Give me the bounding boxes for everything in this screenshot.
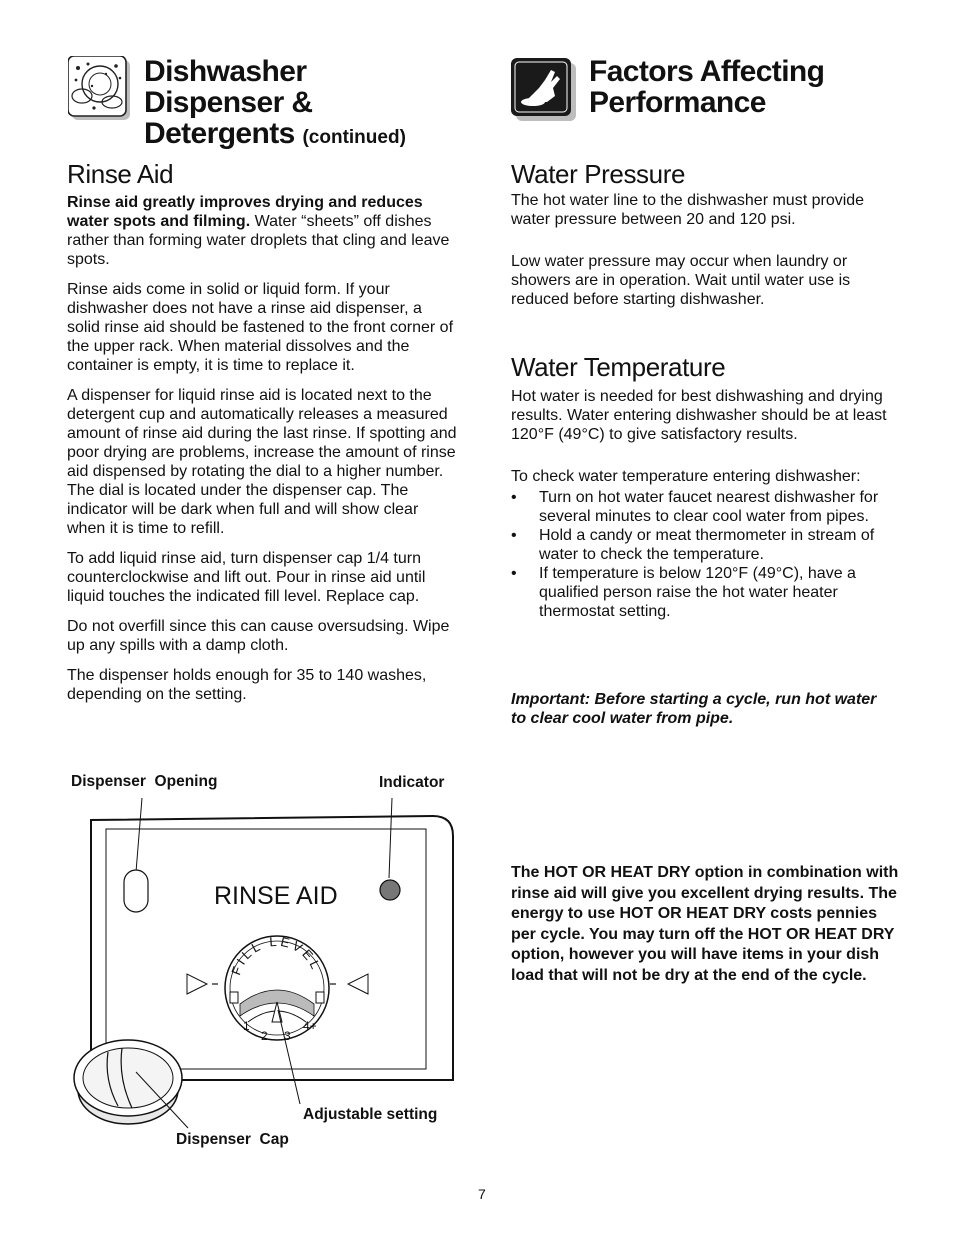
paragraph-rest: Water “sheets” off dishes rather than forming water droplets that cling and leave spots.	[67, 213, 450, 268]
dishes-icon	[68, 56, 130, 120]
water-temperature-title: Water Temperature	[511, 352, 726, 382]
heading-line: Performance	[589, 86, 766, 119]
bullet: •	[511, 565, 517, 582]
heading-line: Detergents	[144, 117, 295, 150]
list-item-text: Hold a candy or meat thermometer in stream of water to check the temperature.	[539, 527, 875, 563]
heading-line: Factors Affecting	[589, 55, 825, 88]
heat-dry-note: The HOT OR HEAT DRY option in combination with rinse aid will give you excellent drying results. The energy to use HOT OR HEAT DRY costs pennies per cycle. You may turn off the HOT OR HEAT DRY option, however you will have items in your dish load that will not be dry at the end of the cycle.	[511, 864, 899, 984]
heading-line: Dishwasher	[144, 55, 307, 88]
paragraph: Low water pressure may occur when laundry or showers are in operation. Wait until water use is reduced before starting dishwasher.	[511, 253, 851, 308]
water-temperature-body	[511, 387, 901, 621]
bullet: •	[511, 527, 517, 544]
paragraph	[67, 193, 459, 269]
important-note: Important: Before starting a cycle, run hot water to clear cool water from pipe.	[511, 691, 877, 727]
dial-number: 2	[261, 1029, 268, 1043]
list-item	[511, 526, 901, 564]
list-item	[511, 488, 901, 526]
list-item-text: Turn on hot water faucet nearest dishwasher for several minutes to clear cool water from pipes.	[539, 489, 879, 525]
label-dispenser-opening: Dispenser Opening	[71, 773, 218, 790]
paragraph: To check water temperature entering dishwasher:	[511, 468, 861, 485]
label-adjustable-setting: Adjustable setting	[303, 1106, 438, 1123]
paragraph: Rinse aids come in solid or liquid form. If your dishwasher does not have a rinse aid dispenser, a solid rinse aid should be fastened to the front corner of the upper rack. When material dissolves and the container is empty, it is time to replace it.	[67, 281, 454, 374]
paragraph: To add liquid rinse aid, turn dispenser cap 1/4 turn counterclockwise and lift out. Pour in rinse aid until liquid touches the indicated fill level. Replace cap.	[67, 550, 426, 605]
section-heading-factors	[589, 56, 919, 118]
paragraph: The hot water line to the dishwasher must provide water pressure between 20 and 120 psi.	[511, 192, 865, 228]
hand-dish-icon	[511, 58, 577, 122]
label-dispenser-cap: Dispenser Cap	[176, 1131, 289, 1148]
rinse-aid-dispenser-figure	[60, 790, 460, 1150]
section-heading-dishwasher	[144, 56, 464, 153]
paragraph: Do not overfill since this can cause oversudsing. Wipe up any spills with a damp cloth.	[67, 618, 450, 654]
bullet: •	[511, 489, 517, 506]
water-pressure-body	[511, 191, 901, 320]
heading-continued: (continued)	[302, 127, 406, 148]
heading-line: Dispenser &	[144, 86, 313, 119]
rinse-aid-body	[67, 193, 459, 715]
dial-number: 3	[284, 1029, 291, 1043]
paragraph: Hot water is needed for best dishwashing and drying results. Water entering dishwasher should be at least 120°F (49°C) to give satisfactory results.	[511, 388, 887, 443]
page-number: 7	[478, 1186, 486, 1202]
paragraph-bold-lead: Rinse aid greatly improves drying and reduces water spots and filming.	[67, 194, 423, 230]
panel-text: RINSE AID	[214, 882, 338, 910]
rinse-aid-title: Rinse Aid	[67, 159, 174, 189]
temperature-steps-list	[511, 488, 901, 621]
paragraph: A dispenser for liquid rinse aid is located next to the detergent cup and automatically releases a measured amount of rinse aid during the last rinse. If spotting and poor drying are problems, increase the amount of rinse aid dispensed by rotating the dial to a higher number. The dial is located under the dispenser cap. The indicator will be dark when full and will show clear when it is time to refill.	[67, 387, 457, 537]
list-item	[511, 564, 901, 621]
label-indicator: Indicator	[379, 774, 445, 791]
list-item-text: If temperature is below 120°F (49°C), have a qualified person raise the hot water heater thermostat setting.	[539, 565, 856, 620]
paragraph: The dispenser holds enough for 35 to 140 washes, depending on the setting.	[67, 667, 427, 703]
dial-text: FILL LEVEL	[228, 933, 325, 977]
dial-number: 4+	[303, 1019, 317, 1033]
water-pressure-title: Water Pressure	[511, 159, 686, 189]
dial-number: 1	[243, 1019, 250, 1033]
